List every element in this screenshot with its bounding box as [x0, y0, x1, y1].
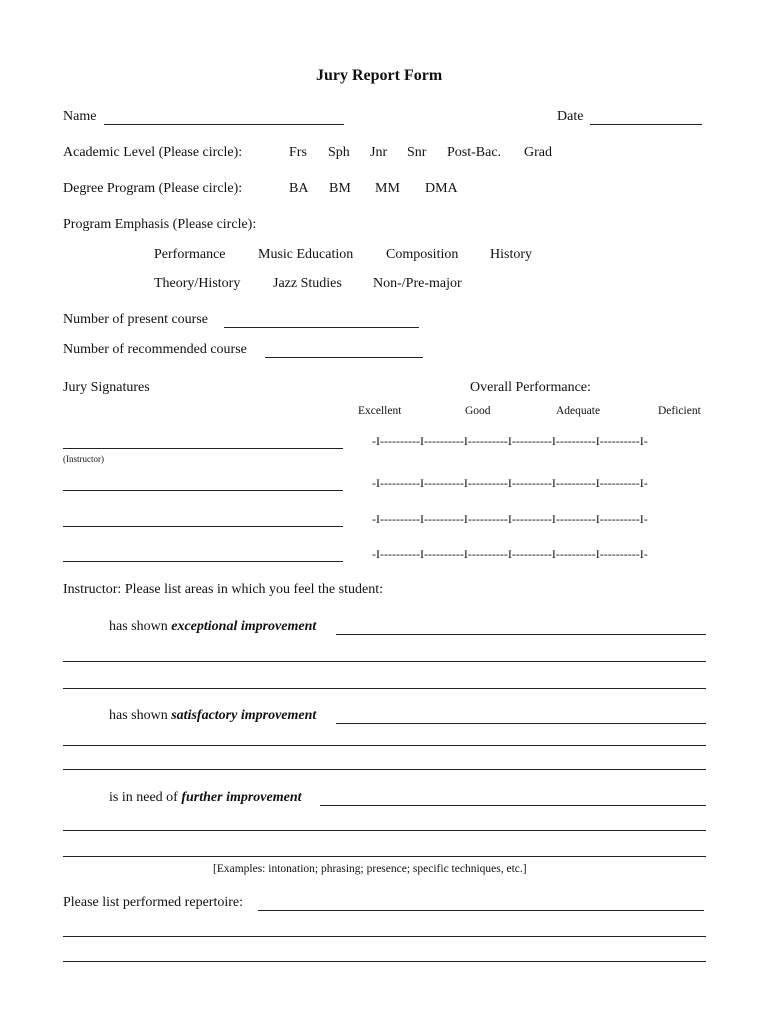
- degree-program-label: Degree Program (Please circle):: [63, 181, 243, 196]
- recommended-course-label: Number of recommended course: [63, 342, 247, 357]
- program-emphasis-label: Program Emphasis (Please circle):: [63, 217, 257, 232]
- name-field-line[interactable]: [104, 124, 344, 125]
- academic-option-snr[interactable]: Snr: [407, 145, 427, 160]
- academic-level-label: Academic Level (Please circle):: [63, 145, 243, 160]
- repertoire-line-2[interactable]: [63, 936, 706, 937]
- signature-line-instructor[interactable]: [63, 448, 343, 449]
- repertoire-line-1[interactable]: [258, 910, 704, 911]
- academic-option-jnr[interactable]: Jnr: [370, 145, 388, 160]
- rating-good: Good: [465, 405, 491, 417]
- degree-option-mm[interactable]: MM: [375, 181, 400, 196]
- instructor-caption: (Instructor): [63, 454, 104, 464]
- present-course-label: Number of present course: [63, 312, 209, 327]
- exceptional-improvement-label: has shown exceptional improvement: [109, 619, 317, 634]
- repertoire-label: Please list performed repertoire:: [63, 895, 243, 910]
- satisfactory-line-3[interactable]: [63, 769, 706, 770]
- performance-scale-2[interactable]: -I----------I----------I----------I----------I----------I----------I-: [372, 476, 648, 490]
- date-field-line[interactable]: [590, 124, 702, 125]
- satisfactory-line-1[interactable]: [336, 723, 706, 724]
- satisfactory-line-2[interactable]: [63, 745, 706, 746]
- signature-line-2[interactable]: [63, 490, 343, 491]
- emphasis-option-jazz-studies[interactable]: Jazz Studies: [273, 276, 342, 291]
- present-course-field-line[interactable]: [224, 327, 419, 328]
- performance-scale-4[interactable]: -I----------I----------I----------I----------I----------I----------I-: [372, 547, 648, 561]
- academic-option-frs[interactable]: Frs: [289, 145, 307, 160]
- further-improvement-label: is in need of further improvement: [109, 790, 302, 805]
- overall-performance-label: Overall Performance:: [470, 380, 591, 395]
- exceptional-line-2[interactable]: [63, 661, 706, 662]
- signature-line-4[interactable]: [63, 561, 343, 562]
- rating-adequate: Adequate: [556, 405, 601, 417]
- exceptional-line-3[interactable]: [63, 688, 706, 689]
- academic-option-postbac[interactable]: Post-Bac.: [447, 145, 502, 160]
- exceptional-line-1[interactable]: [336, 634, 706, 635]
- name-label: Name: [63, 109, 97, 124]
- further-line-2[interactable]: [63, 830, 706, 831]
- date-label: Date: [557, 109, 584, 124]
- signature-line-3[interactable]: [63, 526, 343, 527]
- further-line-3[interactable]: [63, 856, 706, 857]
- academic-option-sph[interactable]: Sph: [328, 145, 350, 160]
- degree-option-ba[interactable]: BA: [289, 181, 309, 196]
- rating-excellent: Excellent: [358, 405, 402, 417]
- emphasis-option-history[interactable]: History: [490, 247, 532, 262]
- recommended-course-field-line[interactable]: [265, 357, 423, 358]
- jury-signatures-label: Jury Signatures: [63, 380, 150, 395]
- rating-deficient: Deficient: [658, 405, 701, 417]
- degree-option-bm[interactable]: BM: [329, 181, 351, 196]
- satisfactory-improvement-label: has shown satisfactory improvement: [109, 708, 317, 723]
- academic-option-grad[interactable]: Grad: [524, 145, 552, 160]
- emphasis-option-performance[interactable]: Performance: [154, 247, 226, 262]
- performance-scale-1[interactable]: -I----------I----------I----------I----------I----------I----------I-: [372, 434, 648, 448]
- repertoire-line-3[interactable]: [63, 961, 706, 962]
- emphasis-option-composition[interactable]: Composition: [386, 247, 459, 262]
- emphasis-option-theory-history[interactable]: Theory/History: [154, 276, 241, 291]
- emphasis-option-non-pre-major[interactable]: Non-/Pre-major: [373, 276, 462, 291]
- examples-note: [Examples: intonation; phrasing; presence; specific techniques, etc.]: [213, 863, 527, 875]
- emphasis-option-music-education[interactable]: Music Education: [258, 247, 354, 262]
- degree-option-dma[interactable]: DMA: [425, 181, 458, 196]
- further-line-1[interactable]: [320, 805, 706, 806]
- performance-scale-3[interactable]: -I----------I----------I----------I----------I----------I----------I-: [372, 512, 648, 526]
- instructor-prompt: Instructor: Please list areas in which you feel the student:: [63, 582, 383, 597]
- form-title: Jury Report Form: [316, 67, 443, 84]
